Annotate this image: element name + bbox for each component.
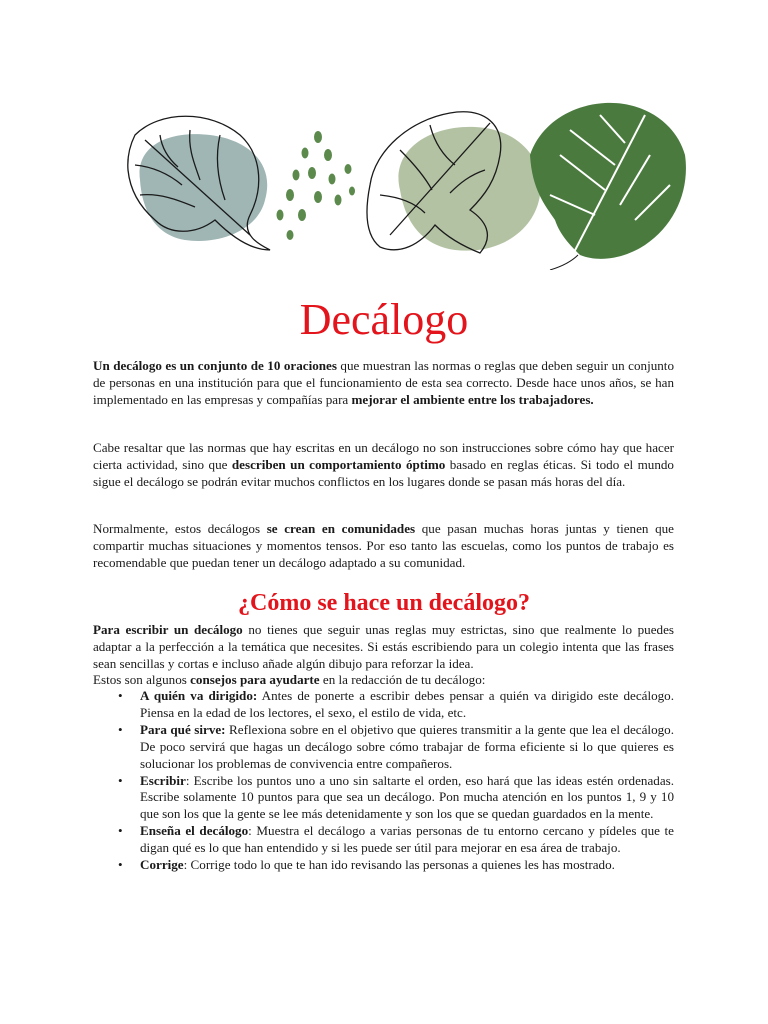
text: no tienes que seguir unas reglas muy estrictas, sino que realmente lo puedes adaptar a la perfección a la temática que necesites. Si estás escribiendo para un colegio intenta que las frases sean sencillas y cortas e incluso añade algún dibujo para reforzar la idea. [93,622,674,671]
paragraph-4 [93,622,674,673]
bold-text: Corrige [140,857,184,873]
bold-text: Un decálogo es un conjunto de 10 oraciones [93,358,337,373]
blue-blob-shape [140,134,268,241]
text: Reflexiona sobre en el objetivo que quieres transmitir a la gente que lea el decálogo. De poco servirá que hagas un decálogo sobre cómo trabajar de forma eficiente si lo que quieres es solucionar los problemas de convivencia entre compañeros. [140,721,674,771]
list-item [118,773,674,824]
intro-paragraph [93,358,674,409]
bullet-icon: • [118,823,123,839]
monstera-leaves-illustration [100,95,690,270]
text: Estos son algunos [93,672,191,687]
text: Antes de ponerte a escribir debes pensar a quién va dirigido este decálogo. Piensa en la edad de los lectores, el sexo, el estilo de vida, etc. [140,688,675,720]
page-title: Decálogo [299,295,469,344]
green-leaf-right [530,103,686,270]
paragraph-2 [93,440,674,491]
dots-pattern [277,131,356,240]
bold-text: mejorar el ambiente entre los trabajadores. [351,391,594,407]
bold-text: Escribir [140,772,186,788]
list-item [118,857,674,874]
section-heading: ¿Cómo se hace un decálogo? [238,590,530,616]
bold-text: describen un comportamiento óptimo [231,456,446,472]
list-item [118,688,674,722]
paragraph-5 [93,672,674,689]
list-item [118,722,674,773]
bold-text: Enseña el decálogo [140,823,249,839]
text: : Escribe los puntos uno a uno sin saltarte el orden, eso hará que las ideas estén ordenadas. Escribe solamente 10 puntos para que sea un decálogo. Pon mucha atención en los puntos 1, 9 y 10 que son los que la gente se lee más detenidamente y son los que se quedan guardados en la mente. [140,772,674,822]
bold-text: se crean en comunidades [266,521,416,536]
bullet-icon: • [118,688,123,703]
list-item [118,823,674,857]
bold-text: consejos para ayudarte [190,672,320,687]
bold-text: Para qué sirve: [140,721,226,737]
paragraph-3 [93,521,674,572]
text: en la redacción de tu decálogo: [319,672,486,687]
tips-list [118,688,674,874]
text: Cabe resaltar que las normas que hay escritas en un decálogo no son instrucciones sobre cómo hay que hacer cierta actividad, sino que [93,440,674,472]
bold-text: A quién va dirigido: [140,688,258,703]
text: basado en reglas éticas. Si todo el mundo sigue el decálogo se podrán evitar muchos conflictos en los lugares donde se pasan más horas del día. [93,456,674,489]
text: : Corrige todo lo que te han ido revisando las personas a quienes les has mostrado. [183,857,615,873]
text: que muestran las normas o reglas que deben seguir un conjunto de personas en una institución para que el funcionamiento de esta sea correcto. Desde hace unos años, se han implementado en las empresas y compañías para [93,358,674,407]
text: Normalmente, estos decálogos [93,521,267,536]
bullet-icon: • [118,721,123,737]
text: : Muestra el decálogo a varias personas de tu entorno cercano y pídeles que te digan qué es lo que han entendido y si les puede ser útil para mejorar en esa área de trabajo. [140,823,674,856]
text: que pasan muchas horas juntas y tienen que compartir muchas situaciones y momentos tensos. Por eso tanto las escuelas, como los puntos de trabajo es recomendable que puedan tener un decálogo adaptado a su comunidad. [93,521,674,570]
bullet-icon: • [118,857,123,873]
bullet-icon: • [118,772,123,788]
bold-text: Para escribir un decálogo [93,622,243,637]
